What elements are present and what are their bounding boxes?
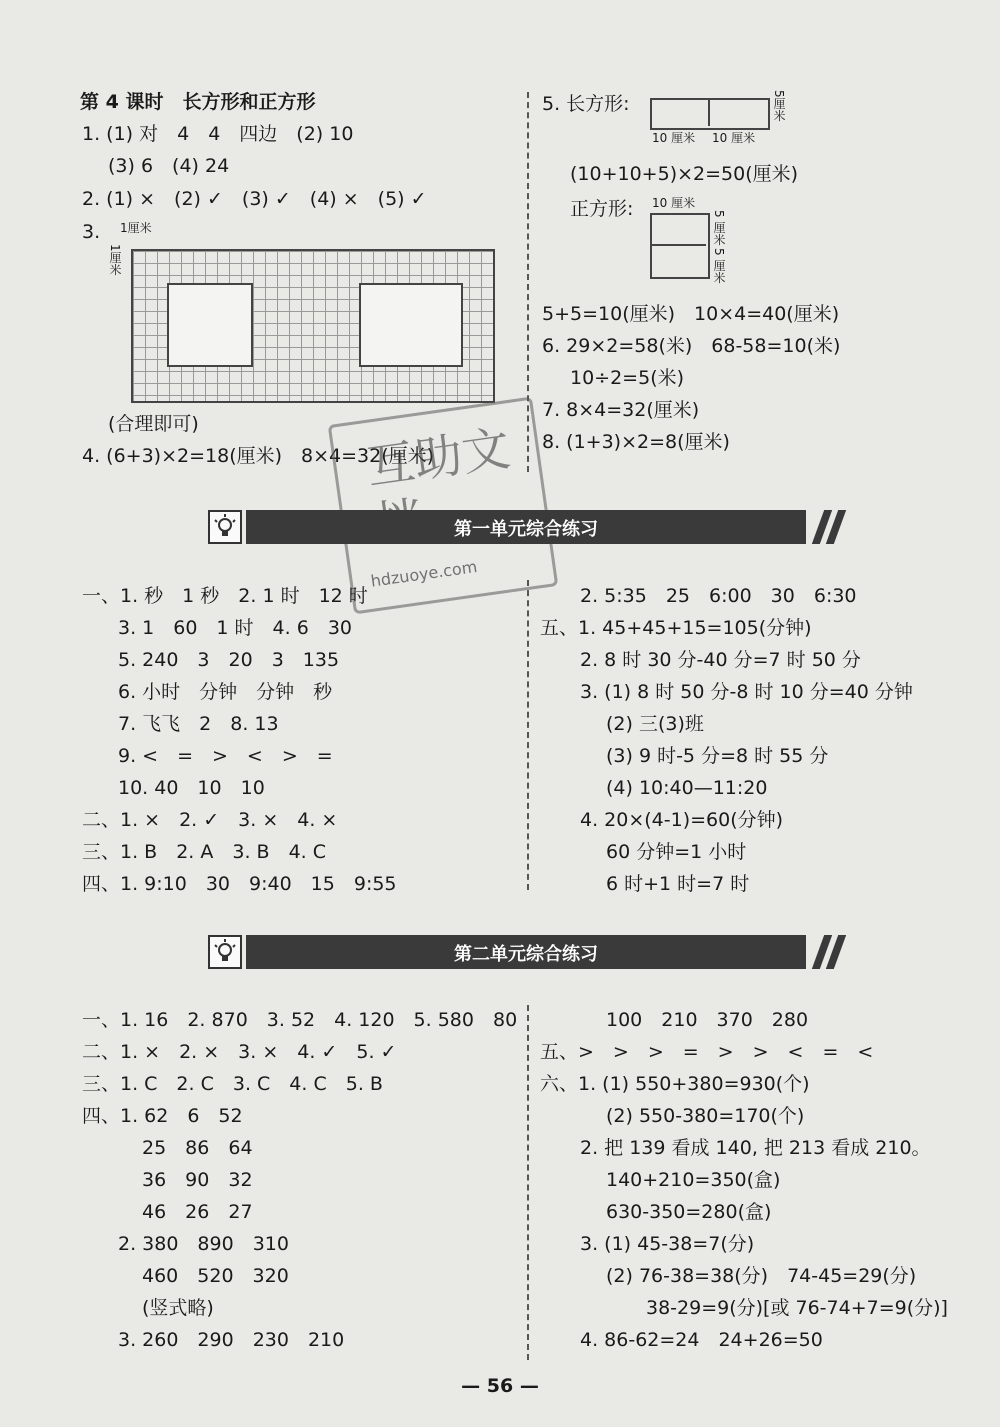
answer-line: (4) 10:40—11:20 [606,777,768,799]
fig-label: 10 厘米 [712,131,756,145]
answer-line: 25 86 64 [142,1137,253,1159]
answer-line: 五、> > > = > > < = < [540,1041,874,1063]
page-number: — 56 — [461,1375,539,1397]
answer-line: 6 时+1 时=7 时 [606,873,750,895]
answer-line: 7. 飞飞 2 8. 13 [118,713,279,735]
answer-line: (3) 6 (4) 24 [108,155,230,177]
answer-line: 3. 1 60 1 时 4. 6 30 [118,617,352,639]
answer-line: 630-350=280(盒) [606,1201,772,1223]
grid-square-left [167,283,253,367]
answer-line: 六、1. (1) 550+380=930(个) [540,1073,810,1095]
answer-line: 9. < = > < > = [118,745,333,767]
answer-line: 3. [82,221,101,243]
answer-line: 7. 8×4=32(厘米) [542,399,700,421]
answer-line: 3. 260 290 230 210 [118,1329,345,1351]
fig-label: 5厘米 [772,90,786,122]
fig-label: 10 厘米 [652,131,696,145]
answer-line: 100 210 370 280 [606,1009,809,1031]
banner-bar [246,935,806,969]
answer-line: 36 90 32 [142,1169,253,1191]
banner-title: 第一单元综合练习 [454,519,598,540]
answer-line: 5. 240 3 20 3 135 [118,649,340,671]
answer-line: 正方形: [570,198,634,220]
answer-line: 4. (6+3)×2=18(厘米) 8×4=32(厘米) [82,445,435,467]
lesson-title: 第 4 课时 长方形和正方形 [80,91,316,113]
answer-line: (2) 550-380=170(个) [606,1105,805,1127]
answer-line: 一、1. 16 2. 870 3. 52 4. 120 5. 580 80 [82,1009,518,1031]
answer-line: (3) 9 时-5 分=8 时 55 分 [606,745,829,767]
watermark-stamp [328,397,559,615]
answer-line: 三、1. B 2. A 3. B 4. C [82,841,327,863]
answer-line: 140+210=350(盒) [606,1169,781,1191]
answer-line: 四、1. 9:10 30 9:40 15 9:55 [82,873,397,895]
grid-figure [131,249,495,403]
lightbulb-icon [208,935,242,969]
lightbulb-icon [208,510,242,544]
answer-line: 二、1. × 2. ✓ 3. × 4. × [82,809,338,831]
answer-line: 60 分钟=1 小时 [606,841,747,863]
answer-line: 2. 8 时 30 分-40 分=7 时 50 分 [580,649,861,671]
answer-line: 6. 小时 分钟 分钟 秒 [118,681,333,703]
figure-square-split [650,244,706,246]
answer-line: 38-29=9(分)[或 76-74+7=9(分)] [646,1297,948,1319]
answer-line: 3. (1) 8 时 50 分-8 时 10 分=40 分钟 [580,681,913,703]
answer-line: 1. (1) 对 4 4 四边 (2) 10 [82,123,354,145]
answer-line: 4. 86-62=24 24+26=50 [580,1329,823,1351]
banner-bar [246,510,806,544]
fig-label: 5 厘米 [712,210,726,246]
section-banner-unit2 [208,935,842,969]
answer-line: 5+5=10(厘米) 10×4=40(厘米) [542,303,840,325]
banner-title: 第二单元综合练习 [454,944,598,965]
answer-line: (竖式略) [142,1297,214,1319]
answer-line: 2. 380 890 310 [118,1233,289,1255]
answer-line: 4. 20×(4-1)=60(分钟) [580,809,784,831]
answer-line: 10÷2=5(米) [570,367,685,389]
answer-line: 四、1. 62 6 52 [82,1105,243,1127]
fig-label: 5 厘米 [712,248,726,284]
fig-label: 10 厘米 [652,196,696,210]
answer-line: 2. (1) × (2) ✓ (3) ✓ (4) × (5) ✓ [82,188,427,210]
answer-line: 2. 把 139 看成 140, 把 213 看成 210。 [580,1137,931,1159]
answer-line: (2) 三(3)班 [606,713,704,735]
figure-rectangle-split [708,98,710,126]
grid-label-side: 1厘米 [108,244,122,276]
stamp-text: 互助文档 [363,420,514,496]
column-divider-bottom [527,1005,529,1360]
grid-rect-right [359,283,463,367]
answer-line: 10. 40 10 10 [118,777,265,799]
figure-rectangle [650,98,770,130]
answer-line: (2) 76-38=38(分) 74-45=29(分) [606,1265,917,1287]
answer-line: (合理即可) [108,413,199,435]
answer-line: 46 26 27 [142,1201,253,1223]
answer-line: 2. 5:35 25 6:00 30 6:30 [580,585,857,607]
answer-line: 一、1. 秒 1 秒 2. 1 时 12 时 [82,585,368,607]
section-banner-unit1 [208,510,842,544]
answer-line: 五、1. 45+45+15=105(分钟) [540,617,812,639]
answer-line: 8. (1+3)×2=8(厘米) [542,431,730,453]
column-divider-mid [527,580,529,890]
answer-line: 6. 29×2=58(米) 68-58=10(米) [542,335,841,357]
answer-line: 5. 长方形: [542,93,630,115]
answer-line: (10+10+5)×2=50(厘米) [570,163,799,185]
answer-line: 三、1. C 2. C 3. C 4. C 5. B [82,1073,383,1095]
answer-line: 二、1. × 2. × 3. × 4. ✓ 5. ✓ [82,1041,397,1063]
answer-line: 3. (1) 45-38=7(分) [580,1233,755,1255]
grid-label-top: 1厘米 [120,221,152,235]
stamp-url: hdzuoye.com [369,556,479,591]
figure-square [650,213,710,279]
answer-line: 460 520 320 [142,1265,289,1287]
